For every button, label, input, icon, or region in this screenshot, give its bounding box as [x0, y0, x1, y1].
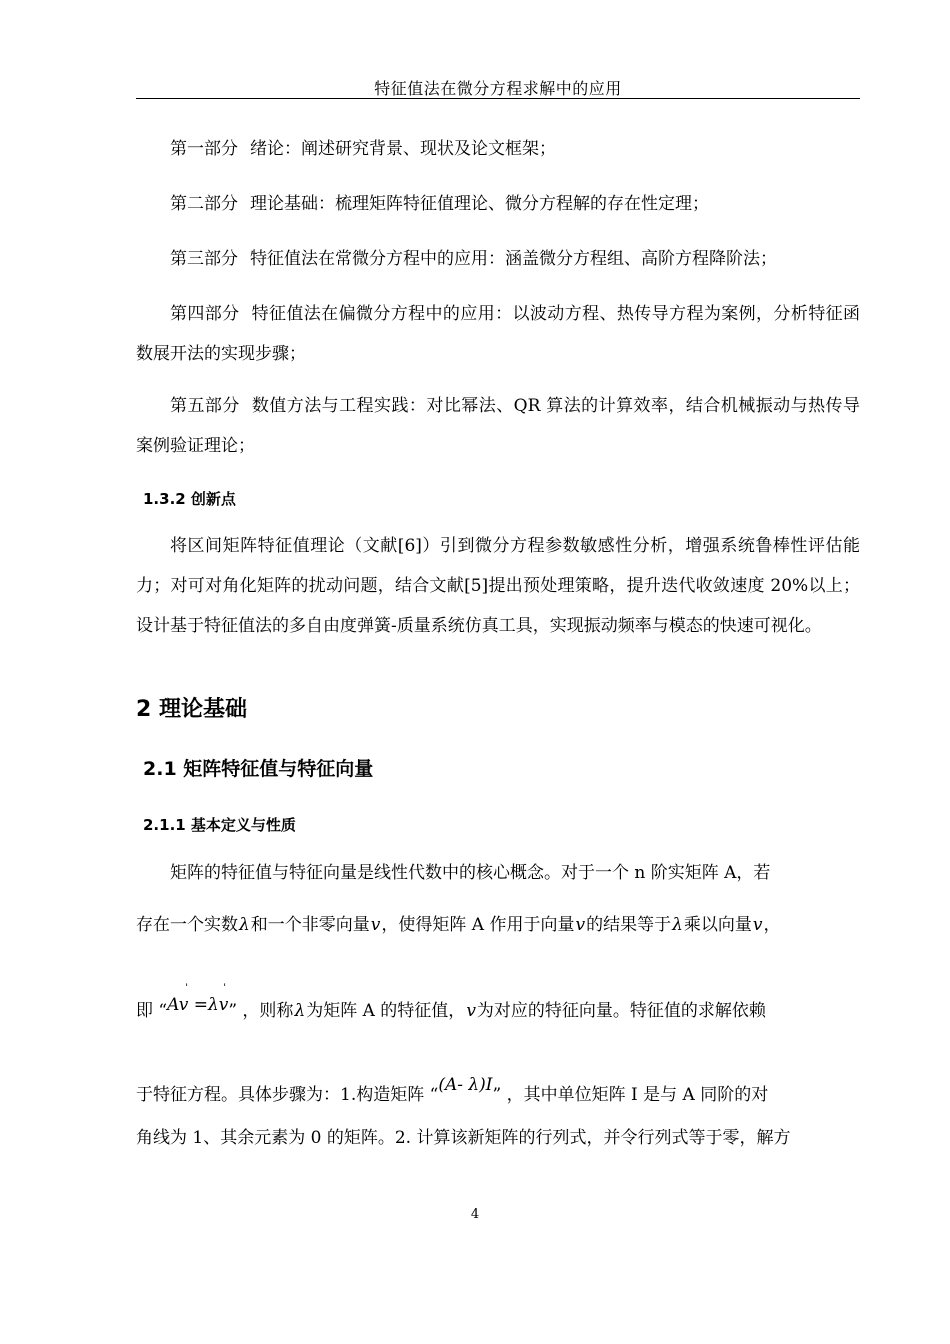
text-run: 即 “	[136, 1001, 168, 1021]
outline-item-1	[170, 138, 556, 160]
lambda-symbol: λ	[294, 1001, 306, 1021]
definition-line-4	[136, 1073, 860, 1107]
lambda-symbol: λ	[239, 915, 250, 935]
outline-item-number: 第三部分	[170, 249, 238, 269]
text-run: ” ，则称	[228, 1001, 294, 1021]
header-rule	[136, 98, 860, 99]
eigen-equation-formula	[167, 982, 229, 1017]
eigen-equation-text: Av =λv	[167, 995, 229, 1015]
outline-item-number: 第五部分	[170, 396, 240, 416]
text-run: 为矩阵 A 的特征值，	[306, 1001, 466, 1021]
running-header: 特征值法在微分方程求解中的应用	[374, 79, 622, 98]
outline-item-text: 特征值法在常微分方程中的应用：涵盖微分方程组、高阶方程降阶法；	[250, 249, 777, 269]
text-run: 于特征方程。具体步骤为：1.构造矩阵 “	[136, 1085, 439, 1105]
page-number: 4	[470, 1207, 480, 1222]
innovation-paragraph: 将区间矩阵特征值理论（文献[6]）引到微分方程参数敏感性分析，增强系统鲁棒性评估能力；对可对角化矩阵的扰动问题，结合文献[5]提出预处理策略，提升迭代收敛速度 20%以上；设计基于特征值法的多自由度弹簧-质量系统仿真工具，实现振动频率与模态的快速可视化。	[136, 536, 860, 636]
outline-item-2	[170, 193, 709, 215]
outline-item-number: 第一部分	[170, 139, 238, 159]
outline-item-text: 数值方法与工程实践：对比幂法、QR 算法的计算效率，结合机械振动与热传导案例验证理论；	[136, 396, 861, 456]
definition-line-5: 角线为 1、其余元素为 0 的矩阵。2. 计算该新矩阵的行列式，并令行列式等于零，解方	[136, 1128, 791, 1148]
vector-v-symbol: v	[575, 915, 586, 935]
lambda-symbol: λ	[672, 915, 683, 935]
vector-accent-mark: ˈ	[185, 982, 189, 995]
text-run: 乘以向量	[683, 915, 752, 935]
section-heading-1-3-2: 1.3.2 创新点	[143, 490, 236, 508]
text-run: 和一个非零向量	[250, 915, 370, 935]
definition-line-2	[136, 913, 860, 937]
outline-item-5	[136, 386, 860, 466]
section-heading-2-1: 2.1 矩阵特征值与特征向量	[143, 758, 374, 780]
text-run: ” ，其中单位矩阵 I 是与 A 同阶的对	[492, 1085, 769, 1105]
outline-item-text: 特征值法在偏微分方程中的应用：以波动方程、热传导方程为案例，分析特征函数展开法的实现步骤；	[136, 304, 861, 364]
vector-v-symbol: v	[466, 1001, 476, 1021]
outline-item-text: 绪论：阐述研究背景、现状及论文框架；	[250, 139, 556, 159]
outline-item-number: 第四部分	[170, 304, 240, 324]
text-run: ，使得矩阵 A 作用于向量	[381, 915, 575, 935]
outline-item-4	[136, 294, 860, 374]
chapter-heading-2: 2 理论基础	[136, 697, 247, 722]
text-run: 为对应的特征向量。特征值的求解依赖	[476, 1001, 766, 1021]
vector-v-symbol: v	[370, 915, 381, 935]
vector-accent-mark: ˈ	[223, 982, 227, 995]
text-run: 的结果等于	[586, 915, 672, 935]
section-heading-2-1-1: 2.1.1 基本定义与性质	[143, 816, 296, 834]
definition-line-1: 矩阵的特征值与特征向量是线性代数中的核心概念。对于一个 n 阶实矩阵 A，若	[170, 863, 771, 883]
outline-item-3	[170, 248, 777, 270]
outline-item-number: 第二部分	[170, 194, 238, 214]
outline-item-text: 理论基础：梳理矩阵特征值理论、微分方程解的存在性定理；	[250, 194, 709, 214]
vector-v-symbol: v	[752, 915, 763, 935]
definition-line-3	[136, 982, 860, 1023]
text-run: 存在一个实数	[136, 915, 238, 935]
text-run: ，	[763, 915, 781, 935]
characteristic-matrix-formula: (A- λ)I	[438, 1075, 493, 1095]
